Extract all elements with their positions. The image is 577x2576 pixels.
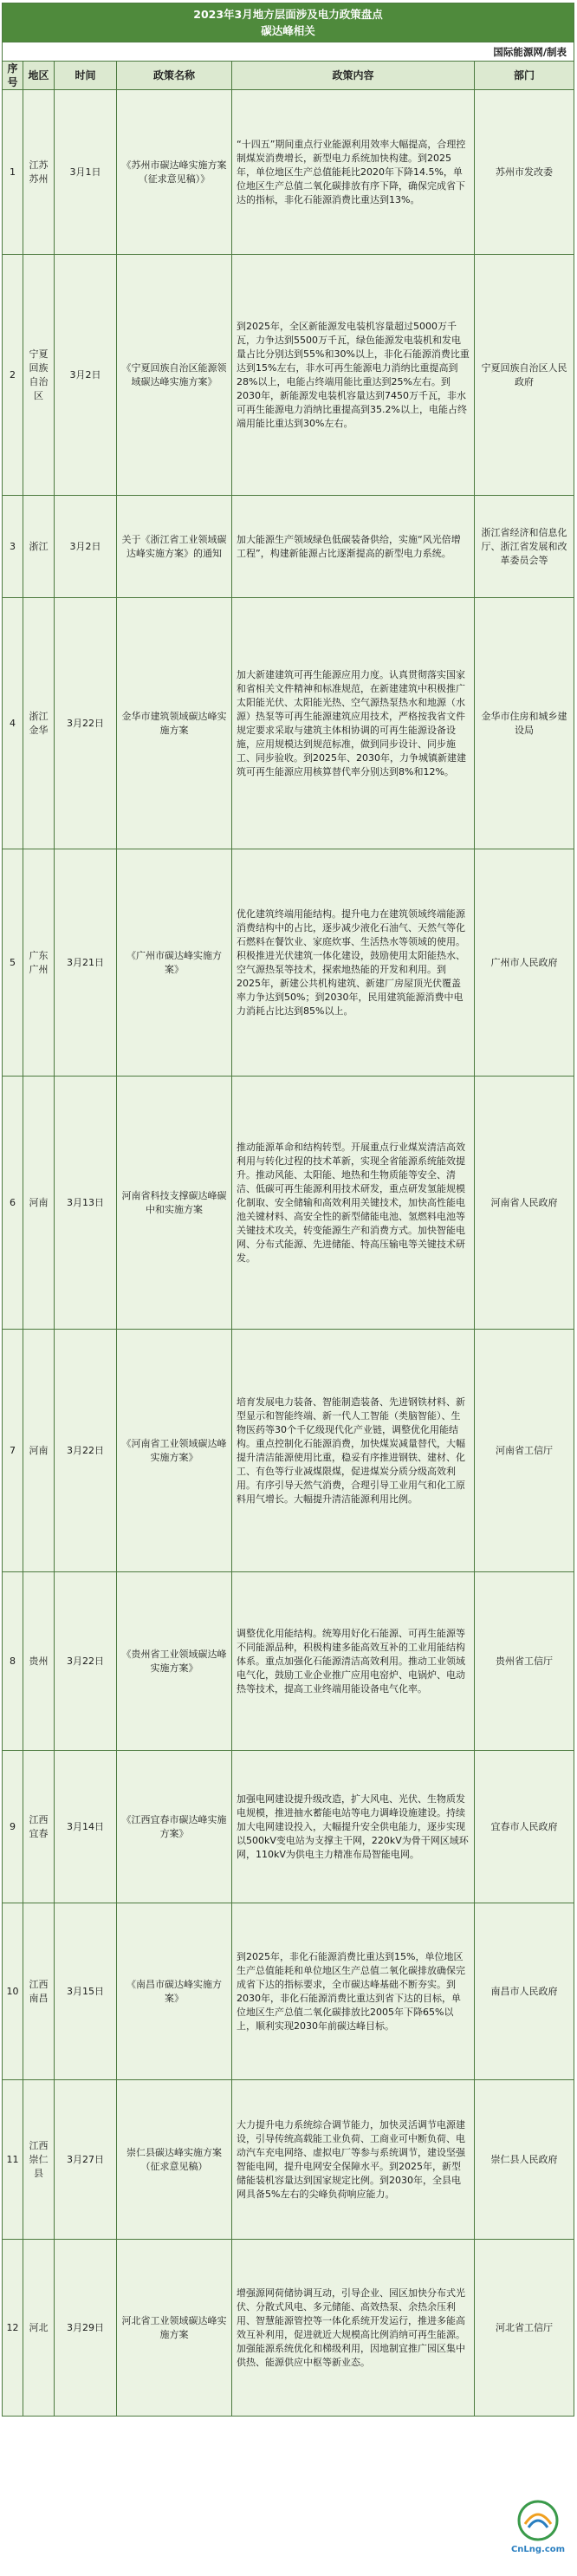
cell-policy-content: “十四五”期间重点行业能源利用效率大幅提高，合理控制煤炭消费增长，新型电力系统加快构建。到2025年，单位地区生产总值能耗比2020年下降14.5%，单位地区生产总值二氧化碳排放有序下降，确保完成省下达的指标，非化石能源消费比重达到13%。 (232, 90, 475, 255)
cell-policy-content: 加强电网建设提升级改造，扩大风电、光伏、生物质发电规模，推进抽水蓄能电站等电力调峰设施建设。持续加大电网建设投入，大幅提升安全供电能力，逐步实现以500kV变电站为支撑主干网，220kV为骨干网区域环网，110kV为供电主力精准布局智能电网。 (232, 1751, 475, 1903)
cell-no: 12 (3, 2240, 23, 2417)
cell-region: 江苏苏州 (23, 90, 55, 255)
title-line-1: 2023年3月地方层面涉及电力政策盘点 (193, 8, 383, 21)
cell-region: 宁夏回族自治区 (23, 255, 55, 496)
cell-date: 3月1日 (55, 90, 117, 255)
cnlng-logo-icon (506, 2495, 570, 2559)
column-header-date: 时间 (55, 62, 117, 90)
table-row (3, 90, 574, 255)
cell-no: 8 (3, 1572, 23, 1751)
cell-no: 4 (3, 598, 23, 849)
cell-policy-name: 关于《浙江省工业领域碳达峰实施方案》的通知 (117, 496, 232, 598)
cell-policy-content: 优化建筑终端用能结构。提升电力在建筑领域终端能源消费结构中的占比，逐步减少液化石油气、天然气等化石燃料在餐饮业、家庭炊事、生活热水等领域的使用。积极推进光伏建筑一体化建设，鼓励使用太阳能热水、空气源热泵等技术，探索地热能的开发和利用。到2025年，新建公共机构建筑、新建厂房屋顶光伏覆盖率力争达到50%；到2030年，民用建筑能源消费中电力消耗占比达到85%以上。 (232, 849, 475, 1077)
table-row (3, 2240, 574, 2417)
column-header-department: 部门 (475, 62, 574, 90)
cell-date: 3月22日 (55, 1572, 117, 1751)
cell-policy-content: 加大能源生产领域绿色低碳装备供给，实施“风光倍增工程”，构建新能源占比逐渐提高的新型电力系统。 (232, 496, 475, 598)
cell-date: 3月29日 (55, 2240, 117, 2417)
table-row (3, 1572, 574, 1751)
table-row (3, 1330, 574, 1572)
cell-no: 9 (3, 1751, 23, 1903)
table-row (3, 1077, 574, 1330)
cell-department: 金华市住房和城乡建设局 (475, 598, 574, 849)
cell-department: 宜春市人民政府 (475, 1751, 574, 1903)
cell-no: 7 (3, 1330, 23, 1572)
cell-date: 3月27日 (55, 2080, 117, 2240)
table-row (3, 1903, 574, 2080)
cell-department: 河南省人民政府 (475, 1077, 574, 1330)
cell-department: 浙江省经济和信息化厅、浙江省发展和改革委员会等 (475, 496, 574, 598)
cell-no: 6 (3, 1077, 23, 1330)
cell-policy-content: 大力提升电力系统综合调节能力，加快灵活调节电源建设，引导传统高载能工业负荷、工商业可中断负荷、电动汽车充电网络、虚拟电厂等参与系统调节，建设坚强智能电网，提升电网安全保障水平。到2025年，新型储能装机容量达到国家规定比例。到2030年，全县电网具备5%左右的尖峰负荷响应能力。 (232, 2080, 475, 2240)
cell-policy-name: 《苏州市碳达峰实施方案（征求意见稿）》 (117, 90, 232, 255)
cell-department: 河南省工信厅 (475, 1330, 574, 1572)
cell-region: 河南 (23, 1330, 55, 1572)
cell-policy-name: 金华市建筑领域碳达峰实施方案 (117, 598, 232, 849)
cell-region: 河北 (23, 2240, 55, 2417)
cell-no: 3 (3, 496, 23, 598)
column-header-no: 序号 (3, 62, 23, 90)
cell-no: 2 (3, 255, 23, 496)
table-row (3, 1751, 574, 1903)
cell-policy-content: 加大新建建筑可再生能源应用力度。认真贯彻落实国家和省相关文件精神和标准规范，在新建建筑中积极推广太阳能光伏、太阳能光热、空气源热泵热水和地源（水源）热泵等可再生能源建筑应用技术，严格按我省文件规定要求采取与建筑主体相协调的可再生能源设备设施，应用规模达到规范标准，做到同步设计、同步施工、同步验收。到2025年、2030年，力争城镇新建建筑可再生能源应用核算替代率分别达到8%和12%。 (232, 598, 475, 849)
cell-department: 崇仁县人民政府 (475, 2080, 574, 2240)
cell-policy-content: 调整优化用能结构。统筹用好化石能源、可再生能源等不同能源品种，积极构建多能高效互补的工业用能结构体系。重点加强化石能源清洁高效利用。推动工业领域电气化，鼓励工业企业推广应用电窑炉、电锅炉、电动热等技术，提高工业终端用能设备电气化率。 (232, 1572, 475, 1751)
cell-policy-name: 《江西宜春市碳达峰实施方案》 (117, 1751, 232, 1903)
column-header-row (3, 62, 574, 90)
column-header-policy-name: 政策名称 (117, 62, 232, 90)
cell-policy-content: 增强源网荷储协调互动，引导企业、园区加快分布式光伏、分散式风电、多元储能、高效热泵、余热余压利用、智慧能源管控等一体化系统开发运行，推进多能高效互补利用，促进就近大规模高比例消纳可再生能源。加强能源系统优化和梯级利用，因地制宜推广园区集中供热、能源供应中枢等新业态。 (232, 2240, 475, 2417)
cell-policy-content: 培育发展电力装备、智能制造装备、先进钢铁材料、新型显示和智能终端、新一代人工智能（类脑智能）、生物医药等30个千亿级现代化产业链，调整优化用能结构。重点控制化石能源消费，加快煤炭减量替代，大幅提升清洁能源使用比重，稳妥有序推进钢铁、建材、化工、有色等行业减煤限煤，促进煤炭分质分级高效利用。有序引导天然气消费，合理引导工业用气和化工原料用气增长。大幅提升清洁能源利用比例。 (232, 1330, 475, 1572)
source-row (3, 42, 574, 62)
cell-date: 3月14日 (55, 1751, 117, 1903)
cell-date: 3月15日 (55, 1903, 117, 2080)
cell-policy-name: 河北省工业领域碳达峰实施方案 (117, 2240, 232, 2417)
cell-policy-content: 推动能源革命和结构转型。开展重点行业煤炭清洁高效利用与转化过程的技术革新，实现全省能源系统能效提升。推动风能、太阳能、地热和生物质能等安全、清洁、低碳可再生能源利用技术研发，重点研发氢能规模化制取、安全储输和高效利用关键技术，加快高性能电池关键材料、高安全性的新型储能电池、氢燃料电池等关键技术攻关，转变能源生产和消费方式。加快智能电网、分布式能源、先进储能、特高压输电等关键技术研发。 (232, 1077, 475, 1330)
cell-policy-name: 《河南省工业领域碳达峰实施方案》 (117, 1330, 232, 1572)
table-row (3, 598, 574, 849)
cell-region: 贵州 (23, 1572, 55, 1751)
cell-date: 3月22日 (55, 598, 117, 849)
source-credit: 国际能源网/制表 (3, 42, 574, 62)
cell-region: 江西宜春 (23, 1751, 55, 1903)
column-header-region: 地区 (23, 62, 55, 90)
cell-no: 10 (3, 1903, 23, 2080)
cell-region: 河南 (23, 1077, 55, 1330)
cell-date: 3月2日 (55, 496, 117, 598)
cell-policy-name: 《南昌市碳达峰实施方案》 (117, 1903, 232, 2080)
cell-region: 浙江金华 (23, 598, 55, 849)
cell-policy-content: 到2025年，非化石能源消费比重达到15%，单位地区生产总值能耗和单位地区生产总值二氧化碳排放确保完成省下达的指标要求，全市碳达峰基础不断夯实。到2030年，非化石能源消费比重达到省下达的目标，单位地区生产总值二氧化碳排放比2005年下降65%以上，顺利实现2030年前碳达峰目标。 (232, 1903, 475, 2080)
cell-no: 5 (3, 849, 23, 1077)
cell-department: 南昌市人民政府 (475, 1903, 574, 2080)
cell-department: 广州市人民政府 (475, 849, 574, 1077)
cell-department: 贵州省工信厅 (475, 1572, 574, 1751)
cell-date: 3月22日 (55, 1330, 117, 1572)
policy-table (2, 3, 574, 2417)
cell-policy-content: 到2025年，全区新能源发电装机容量超过5000万千瓦，力争达到5500万千瓦，绿色能源发电装机和发电量占比分别达到55%和30%以上，非化石能源消费比重达到15%左右，非水可再生能源电力消纳比重提高到28%以上，电能占终端用能比重达到25%左右。到2030年，新能源发电装机容量达到7450万千瓦，非水可再生能源电力消纳比重提高到35.2%以上，电能占终端用能比重达到30%左右。 (232, 255, 475, 496)
table-row (3, 849, 574, 1077)
table-title (3, 3, 574, 42)
cell-department: 苏州市发改委 (475, 90, 574, 255)
cell-region: 广东广州 (23, 849, 55, 1077)
cell-region: 江西崇仁县 (23, 2080, 55, 2240)
table-row (3, 496, 574, 598)
cell-policy-name: 《宁夏回族自治区能源领域碳达峰实施方案》 (117, 255, 232, 496)
title-line-2: 碳达峰相关 (261, 24, 315, 37)
cell-policy-name: 《广州市碳达峰实施方案》 (117, 849, 232, 1077)
cell-no: 11 (3, 2080, 23, 2240)
cell-policy-name: 《贵州省工业领域碳达峰实施方案》 (117, 1572, 232, 1751)
cell-date: 3月13日 (55, 1077, 117, 1330)
cell-date: 3月21日 (55, 849, 117, 1077)
cell-no: 1 (3, 90, 23, 255)
table-row (3, 2080, 574, 2240)
cell-region: 江西南昌 (23, 1903, 55, 2080)
cell-date: 3月2日 (55, 255, 117, 496)
watermark-text: CnLng.com (510, 2545, 566, 2554)
cell-policy-name: 崇仁县碳达峰实施方案（征求意见稿） (117, 2080, 232, 2240)
cell-policy-name: 河南省科技支撑碳达峰碳中和实施方案 (117, 1077, 232, 1330)
cell-department: 宁夏回族自治区人民政府 (475, 255, 574, 496)
cell-region: 浙江 (23, 496, 55, 598)
cell-department: 河北省工信厅 (475, 2240, 574, 2417)
table-row (3, 255, 574, 496)
title-row (3, 3, 574, 42)
column-header-policy-content: 政策内容 (232, 62, 475, 90)
